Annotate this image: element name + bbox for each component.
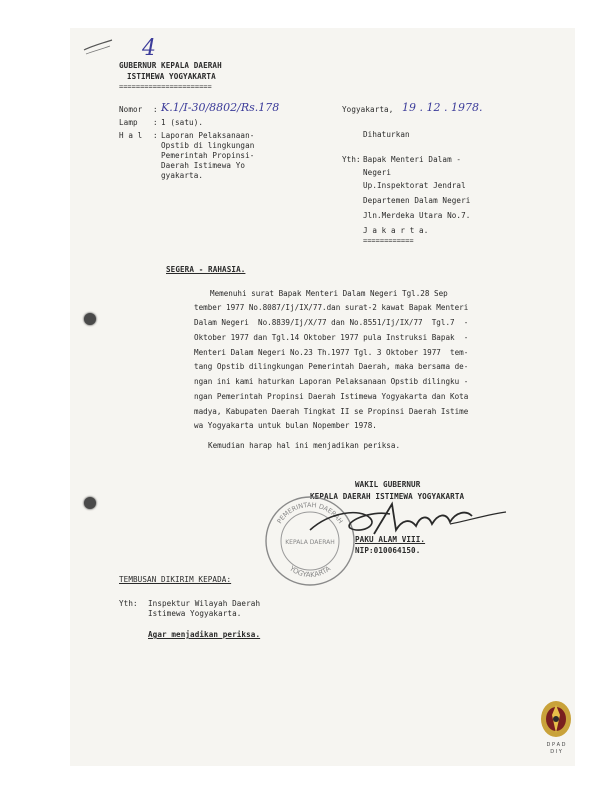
svg-text:YOGYAKARTA bbox=[287, 564, 332, 579]
body-line: Memenuhi surat Bapak Menteri Dalam Negeri Tgl.28 Sep bbox=[210, 289, 448, 298]
recipient-line: Departemen Dalam Negeri bbox=[363, 196, 471, 205]
dihaturkan: Dihaturkan bbox=[363, 130, 410, 139]
stamp-inner: KEPALA DAERAH bbox=[285, 539, 335, 546]
recipient-line: J a k a r t a. bbox=[363, 226, 429, 235]
body-line: tember 1977 No.8087/Ij/IX/77.dan surat-2 kawat Bapak Menteri bbox=[194, 303, 469, 312]
cc-heading: TEMBUSAN DIKIRIM KEPADA: bbox=[119, 575, 232, 584]
body-line: Oktober 1977 dan Tgl.14 Oktober 1977 pula Instruksi Bapak - bbox=[194, 333, 469, 342]
recipient-line: Negeri bbox=[363, 168, 392, 177]
nomor-label: Nomor bbox=[119, 105, 143, 114]
logo-text-line2: D I Y bbox=[550, 749, 562, 755]
body-line: wa Yogyakarta untuk bulan Nopember 1978. bbox=[194, 421, 377, 430]
handwritten-number: 4 bbox=[142, 36, 156, 61]
letterhead-line1: GUBERNUR KEPALA DAERAH bbox=[119, 61, 222, 70]
signatory-name: PAKU ALAM VIII. bbox=[355, 535, 426, 544]
body-line: Dalam Negeri No.8839/Ij/X/77 dan No.8551/Ij/IX/77 Tgl.7 - bbox=[194, 318, 469, 327]
hal-line: Daerah Istimewa Yo bbox=[161, 161, 246, 170]
cc-yth: Yth: bbox=[119, 599, 138, 608]
nomor-value: K.1/I-30/8802/Rs.178 bbox=[161, 101, 280, 114]
signatory-title1: WAKIL GUBERNUR bbox=[355, 480, 421, 489]
recipient-line: Up.Inspektorat Jendral bbox=[363, 181, 466, 190]
letterhead-rule: ====================== bbox=[119, 83, 212, 91]
stamp-outer-top: PEMERINTAH DAERAH bbox=[275, 500, 345, 526]
body-line: ngan Pemerintah Propinsi Daerah Istimewa Yogyakarta dan Kota bbox=[194, 392, 469, 401]
hal-line: gyakarta. bbox=[161, 171, 204, 180]
archive-logo-icon bbox=[537, 697, 575, 755]
closing-line: Kemudian harap hal ini menjadikan periksa. bbox=[208, 441, 401, 450]
hal-line: Pemerintah Propinsi- bbox=[161, 151, 255, 160]
hal-label: H a l bbox=[119, 131, 143, 140]
pen-scribble-mark bbox=[82, 36, 122, 58]
cc-note: Agar menjadikan periksa. bbox=[148, 630, 261, 639]
recipient-rule: ============ bbox=[363, 237, 414, 245]
hal-line: Laporan Pelaksanaan- bbox=[161, 131, 255, 140]
date-place: Yogyakarta, bbox=[342, 105, 394, 114]
cc-line: Inspektur Wilayah Daerah bbox=[148, 599, 261, 608]
stamp-outer-bottom: YOGYAKARTA bbox=[287, 564, 333, 580]
body-line: Menteri Dalam Negeri No.23 Th.1977 Tgl. 3 Oktober 1977 tem- bbox=[194, 348, 469, 357]
classification: SEGERA - RAHASIA. bbox=[166, 265, 246, 274]
hal-line: Opstib di lingkungan bbox=[161, 141, 255, 150]
lamp-value: 1 (satu). bbox=[161, 118, 204, 127]
cc-line: Istimewa Yogyakarta. bbox=[148, 609, 242, 618]
body-line: ngan ini kami haturkan Laporan Pelaksanaan Opstib dilingku - bbox=[194, 377, 469, 386]
logo-text-line1: D P A D bbox=[546, 742, 566, 748]
punch-hole bbox=[84, 313, 96, 325]
recipient-line: Jln.Merdeka Utara No.7. bbox=[363, 211, 471, 220]
letterhead-line2: ISTIMEWA YOGYAKARTA bbox=[127, 72, 216, 81]
body-line: tang Opstib dilingkungan Pemerintah Daerah, maka bersama de- bbox=[194, 362, 469, 371]
recipient-yth: Yth: bbox=[342, 155, 361, 164]
lamp-label: Lamp bbox=[119, 118, 138, 127]
recipient-line: Bapak Menteri Dalam - bbox=[363, 155, 462, 164]
signatory-title2: KEPALA DAERAH ISTIMEWA YOGYAKARTA bbox=[310, 492, 465, 501]
date-value: 19 . 12 . 1978. bbox=[402, 101, 483, 114]
signatory-nip: NIP:010064150. bbox=[355, 546, 421, 555]
punch-hole bbox=[84, 497, 96, 509]
body-line: madya, Kabupaten Daerah Tingkat II se Propinsi Daerah Istime bbox=[194, 407, 469, 416]
